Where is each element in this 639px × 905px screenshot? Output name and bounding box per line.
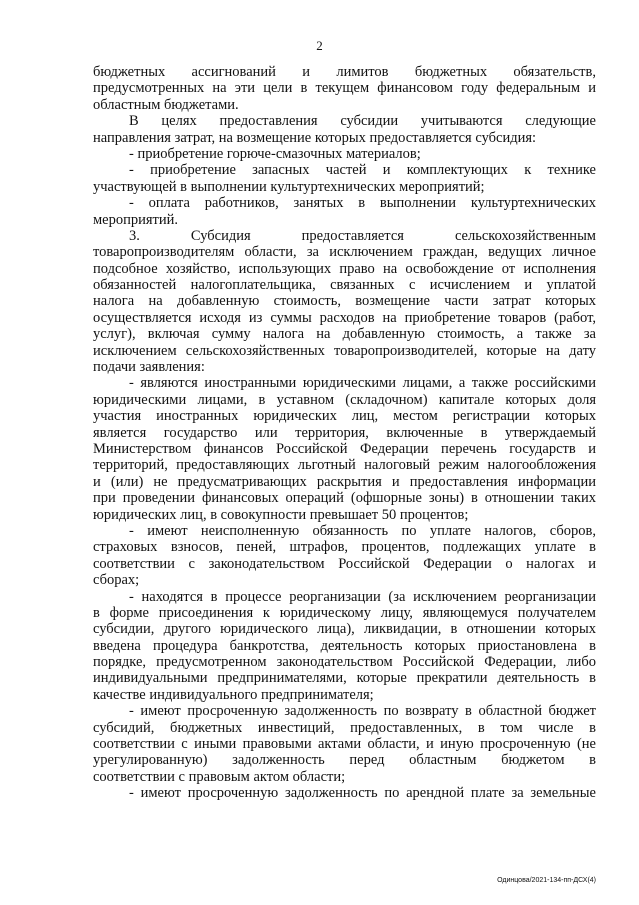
text-line: В целях предоставления субсидии учитываются следующие <box>129 113 596 130</box>
text-line: урегулированную) задолженность перед областным бюджетом в <box>93 752 596 769</box>
text-line: является государство или территория, включенные в утверждаемый <box>93 424 596 441</box>
footer-document-code: Одинцова/2021-134-пп-ДСХ(4) <box>497 877 596 884</box>
text-line: соответствии с правовым актом области; <box>93 768 346 785</box>
text-line: введена процедура банкротства, деятельность которых приостановлена в <box>93 637 596 654</box>
text-line: - имеют просроченную задолженность по возврату в областной бюджет <box>129 703 596 720</box>
text-line: участия иностранных юридических лиц, местом регистрации которых <box>93 408 596 425</box>
text-line: обязанностей налогоплательщика, связанных с исчислением и уплатой <box>93 277 596 294</box>
text-line: в форме присоединения к юридическому лицу, являющемуся получателем <box>93 604 596 621</box>
text-line: субсидий, бюджетных инвестиций, предоставленных, в том числе в <box>93 719 596 736</box>
text-line: - имеют просроченную задолженность по арендной плате за земельные <box>129 785 596 802</box>
text-line: качестве индивидуального предпринимателя; <box>93 686 374 703</box>
text-line: субсидии, другого юридического лица), ликвидации, в отношении которых <box>93 621 596 638</box>
text-line: мероприятий. <box>93 211 179 228</box>
text-line: при проведении финансовых операций (офшорные зоны) в отношении таких <box>93 490 596 507</box>
text-line: участвующей в выполнении культуртехнических мероприятий; <box>93 178 485 195</box>
text-line: 3. Субсидия предоставляется сельскохозяйственным <box>129 227 596 244</box>
text-line: осуществляется исходя из суммы расходов на приобретение товаров (работ, <box>93 309 596 326</box>
text-line: и (или) не предусматривающих раскрытия и предоставления информации <box>93 473 596 490</box>
text-line: территорий, предоставляющих льготный налоговый режим налогообложения <box>93 457 596 474</box>
text-line: подсобное хозяйство, использующих право на освобождение от исполнения <box>93 260 596 277</box>
text-line: направления затрат, на возмещение которых предоставляется субсидия: <box>93 129 537 146</box>
text-line: - имеют неисполненную обязанность по уплате налогов, сборов, <box>129 522 596 539</box>
text-line: соответствии с законодательством Российской Федерации о налогах и <box>93 555 596 572</box>
document-body <box>93 64 596 802</box>
text-line: подачи заявления: <box>93 359 205 376</box>
text-line: порядке, предусмотренном законодательством Российской Федерации, либо <box>93 654 596 671</box>
text-line: соответствии с иными правовыми актами области, и иную просроченную (не <box>93 736 596 753</box>
text-line: налога на добавленную стоимость, возмещение части затрат которых <box>93 293 596 310</box>
text-line: - оплата работников, занятых в выполнении культуртехнических <box>129 195 596 212</box>
text-line: услуг), включая сумму налога на добавленную стоимость, а также за <box>93 326 596 343</box>
text-line: бюджетных ассигнований и лимитов бюджетных обязательств, <box>93 64 596 80</box>
text-line: исключением сельскохозяйственных товаропроизводителей, которые на дату <box>93 342 596 359</box>
text-line: страховых взносов, пеней, штрафов, процентов, подлежащих уплате в <box>93 539 596 556</box>
text-line: товаропроизводителям области, за исключением граждан, ведущих личное <box>93 244 596 261</box>
text-line: сборах; <box>93 572 140 589</box>
text-line: Министерством финансов Российской Федерации перечень государств и <box>93 440 596 457</box>
text-line: - приобретение запасных частей и комплектующих к технике <box>129 162 596 179</box>
page-number: 2 <box>316 38 323 53</box>
text-line: предусмотренных на эти цели в текущем финансовом году федеральным и <box>93 80 596 97</box>
text-line: - приобретение горюче-смазочных материалов; <box>129 145 421 162</box>
text-line: юридических лиц, в совокупности превышает 50 процентов; <box>93 506 469 523</box>
text-line: областным бюджетами. <box>93 96 239 113</box>
text-line: - находятся в процессе реорганизации (за исключением реорганизации <box>129 588 596 605</box>
text-line: индивидуальными предпринимателями, которые прекратили деятельность в <box>93 670 596 687</box>
text-line: - являются иностранными юридическими лицами, а также российскими <box>129 375 596 392</box>
text-line: юридическими лицами, в уставном (складочном) капитале которых доля <box>93 391 596 408</box>
